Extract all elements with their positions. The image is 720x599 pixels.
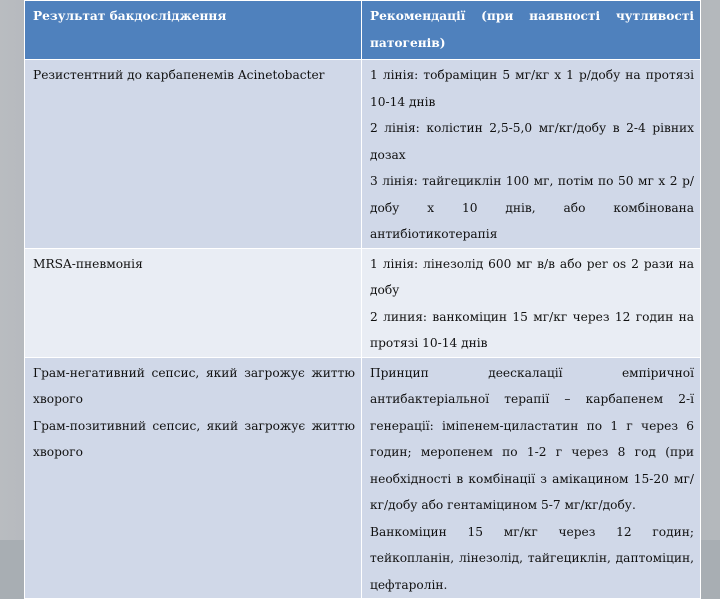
- recommendation-line: 3 лінія: тайгециклін 100 мг, потім по 50 мг х 2 р/добу х 10 днів, або комбінована антибіотикотерапія: [370, 174, 694, 241]
- finding-text: Грам-позитивний сепсис, який загрожує життю хворого: [33, 418, 355, 459]
- recommendation-cell: [362, 357, 701, 599]
- recommendation-line: 1 лінія: лінезолід 600 мг в/в або per os 2 рази на добу: [370, 256, 694, 297]
- finding-text: MRSA-пневмонія: [33, 256, 143, 271]
- recommendation-line: 2 линия: ванкоміцин 15 мг/кг через 12 годин на протязі 10-14 днів: [370, 309, 694, 350]
- table-row: [25, 60, 701, 249]
- table-header-row: [25, 1, 701, 60]
- finding-text: Грам-негативний сепсис, який загрожує життю хворого: [33, 365, 355, 406]
- recommendation-line: 2 лінія: колістин 2,5-5,0 мг/кг/добу в 2-4 рівних дозах: [370, 121, 694, 162]
- recommendation-line: 1 лінія: тобраміцин 5 мг/кг х 1 р/добу на протязі 10-14 днів: [370, 68, 694, 109]
- finding-cell: [25, 248, 362, 357]
- table-row: [25, 357, 701, 599]
- finding-cell: [25, 357, 362, 599]
- table-row: [25, 248, 701, 357]
- header-finding: Результат бакдослідження: [25, 1, 362, 60]
- finding-text: Резистентний до карбапенемів Acinetobacter: [33, 68, 325, 82]
- recommendation-line: Принцип деескалації емпіричної антибактеріальної терапії – карбапенем 2-ї генерації: іміпенем-циластатин по 1 г через 6 годин; меропенем по 1-2 г через 8 год (при необхідності в комбінації з амікацином 15-20 мг/кг/добу або гентаміцином 5-7 мг/кг/добу.: [370, 365, 694, 512]
- recommendation-cell: [362, 248, 701, 357]
- recommendation-line: Ванкоміцин 15 мг/кг через 12 годин; тейкопланін, лінезолід, тайгециклін, даптоміцин, цефтаролін.: [370, 524, 694, 592]
- recommendations-table: [24, 0, 701, 599]
- header-recommendation: Рекомендації (при наявності чутливості патогенів): [362, 1, 701, 60]
- finding-cell: [25, 60, 362, 249]
- recommendation-cell: [362, 60, 701, 249]
